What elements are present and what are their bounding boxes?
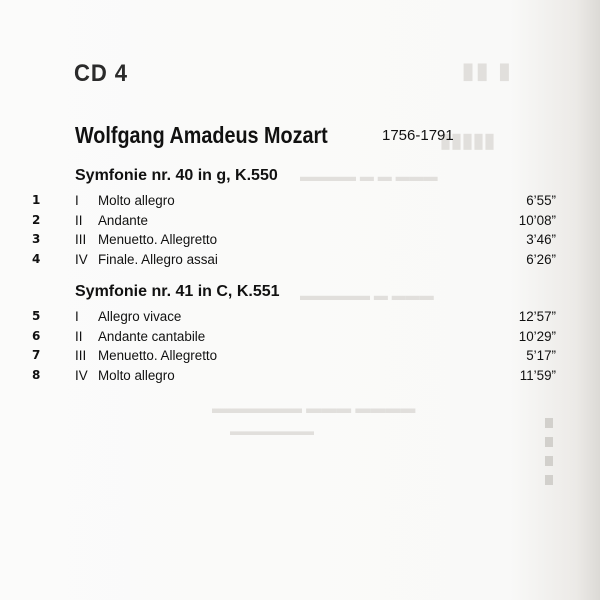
bleed-through-line: ▬▬▬▬ ▬ ▬ ▬▬▬ bbox=[300, 168, 438, 184]
track-row bbox=[0, 250, 600, 270]
track-duration: 12’57” bbox=[518, 309, 556, 324]
track-duration: 6’55” bbox=[526, 193, 556, 208]
movement-numeral: IV bbox=[75, 251, 88, 267]
movement-numeral: IV bbox=[75, 367, 88, 383]
track-duration: 6’26” bbox=[526, 251, 556, 267]
bleed-through-heading: ▮▮ ▮ bbox=[462, 58, 513, 83]
track-number: 2 bbox=[32, 212, 41, 227]
track-number: 4 bbox=[32, 251, 41, 266]
track-number: 5 bbox=[32, 309, 41, 323]
track-row bbox=[0, 327, 600, 347]
composer-dates: 1756-1791 bbox=[382, 127, 454, 144]
movement-title: Andante bbox=[98, 212, 148, 228]
movement-numeral: II bbox=[75, 328, 83, 344]
movement-title: Menuetto. Allegretto bbox=[98, 232, 218, 248]
track-duration: 10’08” bbox=[518, 212, 556, 228]
bleed-through-composer: ▮▮▮▮▮ bbox=[440, 130, 496, 152]
movement-numeral: III bbox=[75, 232, 87, 248]
work-title: Symfonie nr. 41 in C, K.551 bbox=[75, 283, 280, 300]
work-title: Symfonie nr. 40 in g, K.550 bbox=[75, 167, 278, 184]
composer-heading bbox=[75, 122, 454, 149]
track-list bbox=[0, 307, 600, 385]
track-duration: 3’46” bbox=[526, 232, 556, 248]
track-duration: 5’17” bbox=[526, 348, 556, 364]
track-number: 7 bbox=[32, 348, 41, 363]
movement-numeral: III bbox=[75, 348, 87, 364]
track-row bbox=[0, 366, 600, 386]
movement-numeral: I bbox=[75, 309, 79, 324]
track-row bbox=[0, 191, 600, 211]
track-duration: 11’59” bbox=[519, 367, 556, 383]
track-row bbox=[0, 230, 600, 250]
track-number: 3 bbox=[32, 232, 41, 247]
movement-title: Andante cantabile bbox=[98, 328, 206, 344]
track-list bbox=[0, 191, 600, 269]
movement-title: Molto allegro bbox=[98, 193, 175, 208]
movement-numeral: II bbox=[75, 212, 83, 228]
bleed-through-line: ▬▬▬▬▬▬▬ bbox=[230, 424, 314, 438]
movement-title: Menuetto. Allegretto bbox=[98, 348, 218, 364]
bleed-through-line: ▬▬▬▬▬▬ ▬▬▬ ▬▬▬▬ bbox=[212, 400, 416, 417]
track-row bbox=[0, 346, 600, 366]
track-number: 1 bbox=[32, 193, 41, 207]
track-duration: 10’29” bbox=[518, 328, 556, 344]
movement-title: Finale. Allegro assai bbox=[98, 251, 218, 267]
track-number: 6 bbox=[32, 328, 41, 343]
movement-numeral: I bbox=[75, 193, 79, 208]
track-number: 8 bbox=[32, 367, 41, 382]
track-row bbox=[0, 211, 600, 231]
bleed-through-track-marks bbox=[545, 418, 559, 494]
composer-name: Wolfgang Amadeus Mozart bbox=[75, 122, 328, 148]
movement-title: Molto allegro bbox=[98, 367, 175, 383]
track-row bbox=[0, 307, 600, 327]
movement-title: Allegro vivace bbox=[98, 309, 182, 324]
bleed-through-line: ▬▬▬▬▬ ▬ ▬▬▬ bbox=[300, 287, 434, 303]
cd-label: CD 4 bbox=[74, 60, 128, 87]
